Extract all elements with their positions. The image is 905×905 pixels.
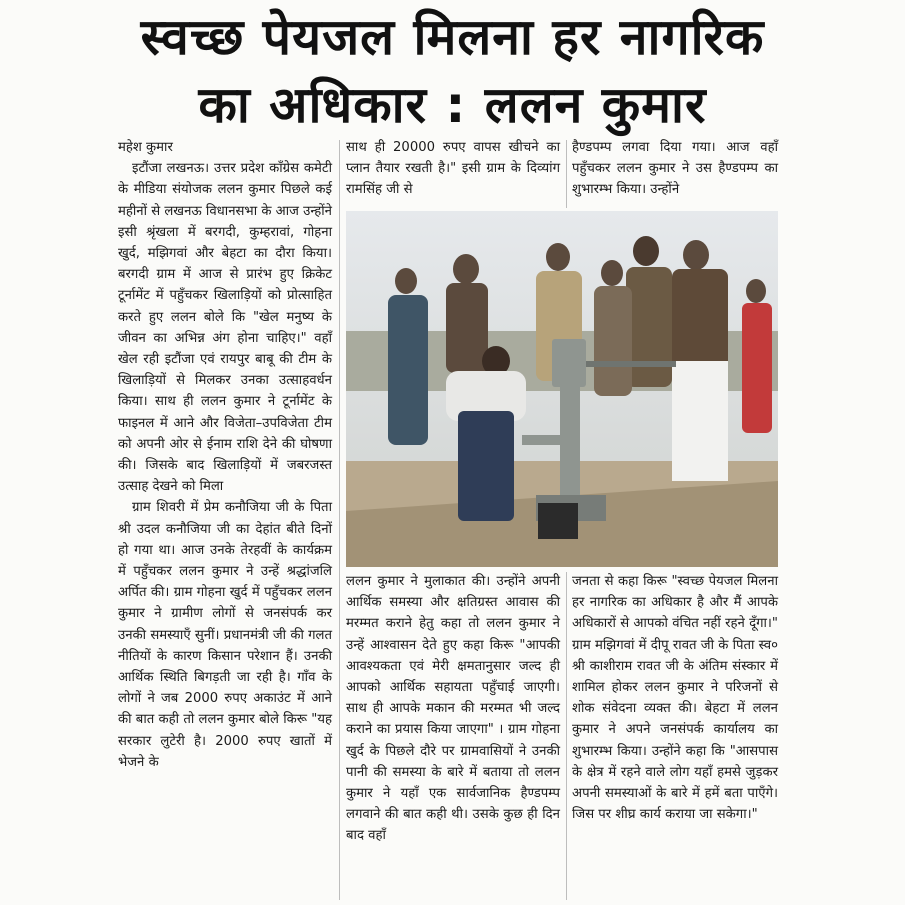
byline: महेश कुमार — [118, 140, 173, 155]
paragraph: जनता से कहा किरू "स्वच्छ पेयजल मिलना हर नागरिक का अधिकार है और मैं आपके अधिकारों से आपको वंचित नहीं रहने दूँगा।" ग्राम मझिगवां में दीपू रावत जी के पिता स्व० श्री काशीराम रावत जी के अंतिम संस्कार में शामिल होकर ललन कुमार ने परिजनों से शोक संवेदना व्यक्त की। बेहटा में ललन कुमार ने अपने जनसंपर्क कार्यालय का शुभारम्भ किया। उन्होंने कहा कि "आसपास के क्षेत्र में रहने वाले लोग यहाँ हमसे जुड़कर अपनी समस्याओं के बारे में हमें बता पाएँगे। जिस पर शीघ्र कार्य कराया जा सकेगा।" — [572, 574, 778, 823]
article-column-1 — [118, 137, 332, 773]
article-column-2-bottom — [346, 571, 560, 847]
headline-line-1: स्वच्छ पेयजल मिलना हर नागरिक — [140, 8, 765, 66]
column-rule — [566, 572, 567, 900]
news-photo — [346, 211, 778, 567]
paragraph: इटौंजा लखनऊ। उत्तर प्रदेश कॉंग्रेस कमेटी के मीडिया संयोजक ललन कुमार पिछले कई महीनों से लखनऊ विधानसभा के आज उन्होंने इसी श्रृंखला में बरगदी, कुम्हरावां, गोहना खुर्द, मझिगवां और बेहटा का दौरा किया। बरगदी ग्राम में आज से प्रारंभ हुए क्रिकेट टूर्नामेंट में पहुँचकर खिलाड़ियों को प्रोत्साहित करते हुए ललन बोले कि "खेल मनुष्य के जीवन का अभिन्न अंग होना चाहिए।" वहाँ खेल रही इटौंजा एवं रायपुर बाबू की टीम के खिलाड़ियों से मिलकर उनका उत्साहवर्धन किया। साथ ही ललन कुमार ने टूर्नामेंट के फाइनल में आने और विजेता–उपविजेता टीम को अपनी ओर से ईनाम राशि देने की घोषणा की। जिसके बाद खिलाड़ियों में जबरजस्त उत्साह देखने को मिला — [118, 161, 332, 495]
handpump-photo-icon — [346, 211, 778, 567]
column-rule — [566, 140, 567, 208]
article-column-3-top — [572, 137, 778, 201]
paragraph: ललन कुमार ने मुलाकात की। उन्होंने अपनी आर्थिक समस्या और क्षतिग्रस्त आवास की मरम्मत कराने हेतु कहा तो ललन कुमार ने उन्हें आश्वासन देते हुए कहा किरू "आपकी आवश्यकता एवं मेरी क्षमतानुसार जल्द ही आपको आर्थिक सहायता पहुँचाई जाएगी। साथ ही आपके मकान की मरम्मत भी जल्द कराने का प्रयास किया जाएगा" । ग्राम गोहना खुर्द के पिछले दौरे पर ग्रामवासियों ने उनकी पानी की समस्या के बारे में बताया तो ललन कुमार ने यहाँ एक सार्वजानिक हैण्डपम्प लगवाने की बात कही थी। उसके कुछ ही दिन बाद वहाँ — [346, 574, 560, 844]
headline-line-2: का अधिकार : ललन कुमार — [198, 76, 707, 134]
article-column-3-bottom — [572, 571, 778, 825]
paragraph: ग्राम शिवरी में प्रेम कनौजिया जी के पिता श्री उदल कनौजिया जी का देहांत बीते दिनों हो गया था। आज उनके तेरहवीं के कार्यक्रम में पहुँचकर ललन कुमार ने उन्हें श्रद्धांजलि अर्पित की। ग्राम गोहना खुर्द में पहुँचकर ललन कुमार ने ग्रामीण लोगों से जनसंपर्क कर उनकी समस्याएँ सुनीं। प्रधानमंत्री जी की गलत नीतियों के कारण किसान परेशान हैं। उनकी आर्थिक स्थिति बिगड़ती जा रही है। गाँव के लोगों ने जब 2000 रुपए अकाउंट में आने की बात कही तो ललन कुमार बोले किरू "यह सरकार लुटेरी है। 2000 रुपए खातों में भेजने के — [118, 500, 332, 770]
column-rule — [339, 140, 340, 900]
paragraph: हैण्डपम्प लगवा दिया गया। आज वहाँ पहुँचकर ललन कुमार ने उस हैण्डपम्प का शुभारम्भ किया। उन्होंने — [572, 140, 778, 198]
paragraph: साथ ही 20000 रुपए वापस खीचने का प्लान तैयार रखती है।" इसी ग्राम के दिव्यांग रामसिंह जी से — [346, 140, 560, 198]
article-column-2-top — [346, 137, 560, 201]
